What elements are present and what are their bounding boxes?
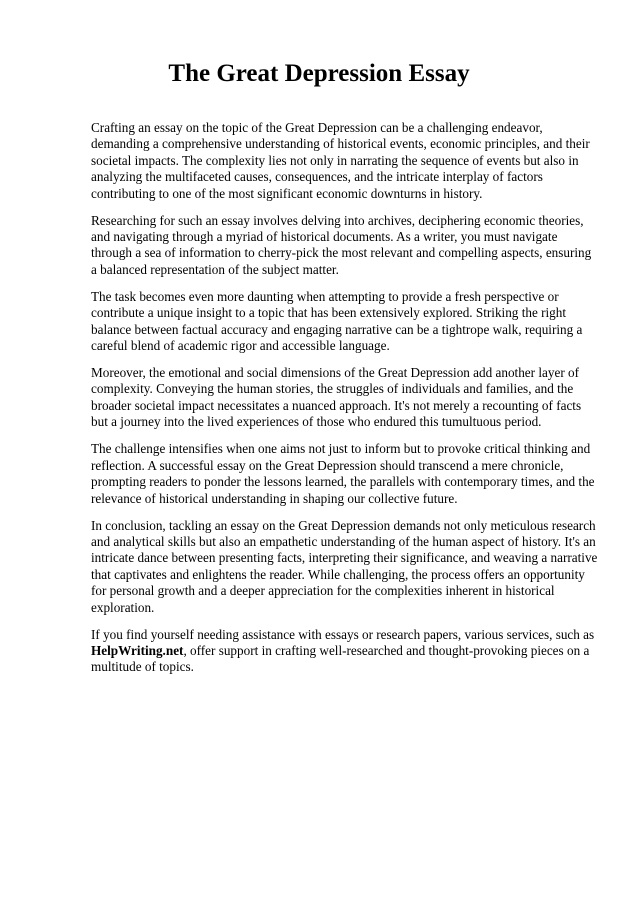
paragraph: The challenge intensifies when one aims not just to inform but to provoke critical thinking and reflection. A successful essay on the Great Depression should transcend a mere chronicle, prompting readers to ponder the lessons learned, the parallels with contemporary times, and the relevance of historical understanding in shaping our collective future. [91, 441, 595, 506]
paragraph: The task becomes even more daunting when attempting to provide a fresh perspective or contribute a unique insight to a topic that has been extensively explored. Striking the right balance between factual accuracy and engaging narrative can be a tightrope walk, requiring a careful blend of academic rigor and accessible language. [91, 288, 583, 354]
document-title: The Great Depression Essay [168, 60, 470, 87]
document-body [91, 120, 599, 686]
closing-text-before: If you find yourself needing assistance with essays or research papers, various services, such as [91, 626, 595, 642]
paragraph: Researching for such an essay involves delving into archives, deciphering economic theories, and navigating through a myriad of historical documents. As a writer, you must navigate through a sea of information to cherry-pick the most relevant and compelling aspects, ensuring a balanced representation of the subject matter. [91, 212, 592, 277]
closing-text-after: , offer support in crafting well-researched and thought-provoking pieces on a multitude of topics. [91, 642, 590, 675]
paragraph: Crafting an essay on the topic of the Great Depression can be a challenging endeavor, demanding a comprehensive understanding of historical events, economic principles, and their societal impacts. The complexity lies not only in narrating the sequence of events but also in analyzing the multifaceted causes, consequences, and the intricate interplay of factors contributing to one of the most significant economic downturns in history. [91, 120, 590, 201]
brand-name: HelpWriting.net [91, 642, 184, 658]
closing-paragraph [91, 627, 599, 676]
paragraph: In conclusion, tackling an essay on the Great Depression demands not only meticulous research and analytical skills but also an empathetic understanding of the human aspect of history. It's an intricate dance between presenting facts, interpreting their significance, and weaving a narrative that captivates and enlightens the reader. While challenging, the process offers an opportunity for personal growth and a deeper appreciation for the complexities inherent in historical exploration. [91, 517, 598, 615]
paragraph: Moreover, the emotional and social dimensions of the Great Depression add another layer of complexity. Conveying the human stories, the struggles of individuals and families, and the broader societal impact necessitates a nuanced approach. It's not merely a recounting of facts but a journey into the lived experiences of those who endured this tumultuous period. [91, 365, 582, 430]
